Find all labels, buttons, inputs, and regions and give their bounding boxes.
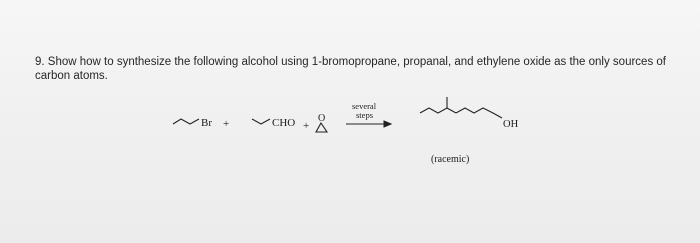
epoxide-oxygen-label: O xyxy=(318,113,326,124)
product-main-chain xyxy=(420,108,456,113)
propanal-bonds xyxy=(252,119,270,124)
product-structure xyxy=(420,97,502,118)
reaction-arrow xyxy=(346,121,391,127)
propanal-structure xyxy=(252,119,270,124)
bromo-label: Br xyxy=(201,117,212,129)
epoxide-ring xyxy=(316,123,327,132)
question-text: 9. Show how to synthesize the following alcohol using 1-bromopropane, propanal, and ethylene oxide as the only sources of carbon atoms. xyxy=(35,56,666,82)
product-right-chain xyxy=(456,108,502,118)
bromopropane-bonds xyxy=(173,119,199,124)
product-racemic-note: (racemic) xyxy=(431,154,470,165)
ethylene-oxide-structure xyxy=(316,123,327,132)
arrow-head xyxy=(384,121,391,127)
product-oh-label: OH xyxy=(503,119,519,130)
arrow-condition-line1: several xyxy=(352,101,377,111)
aldehyde-label: CHO xyxy=(272,117,296,129)
plus-sign-1: + xyxy=(223,118,230,130)
arrow-condition-line2: steps xyxy=(356,110,373,120)
bromopropane-structure xyxy=(173,119,199,124)
plus-sign-2: + xyxy=(303,120,310,132)
